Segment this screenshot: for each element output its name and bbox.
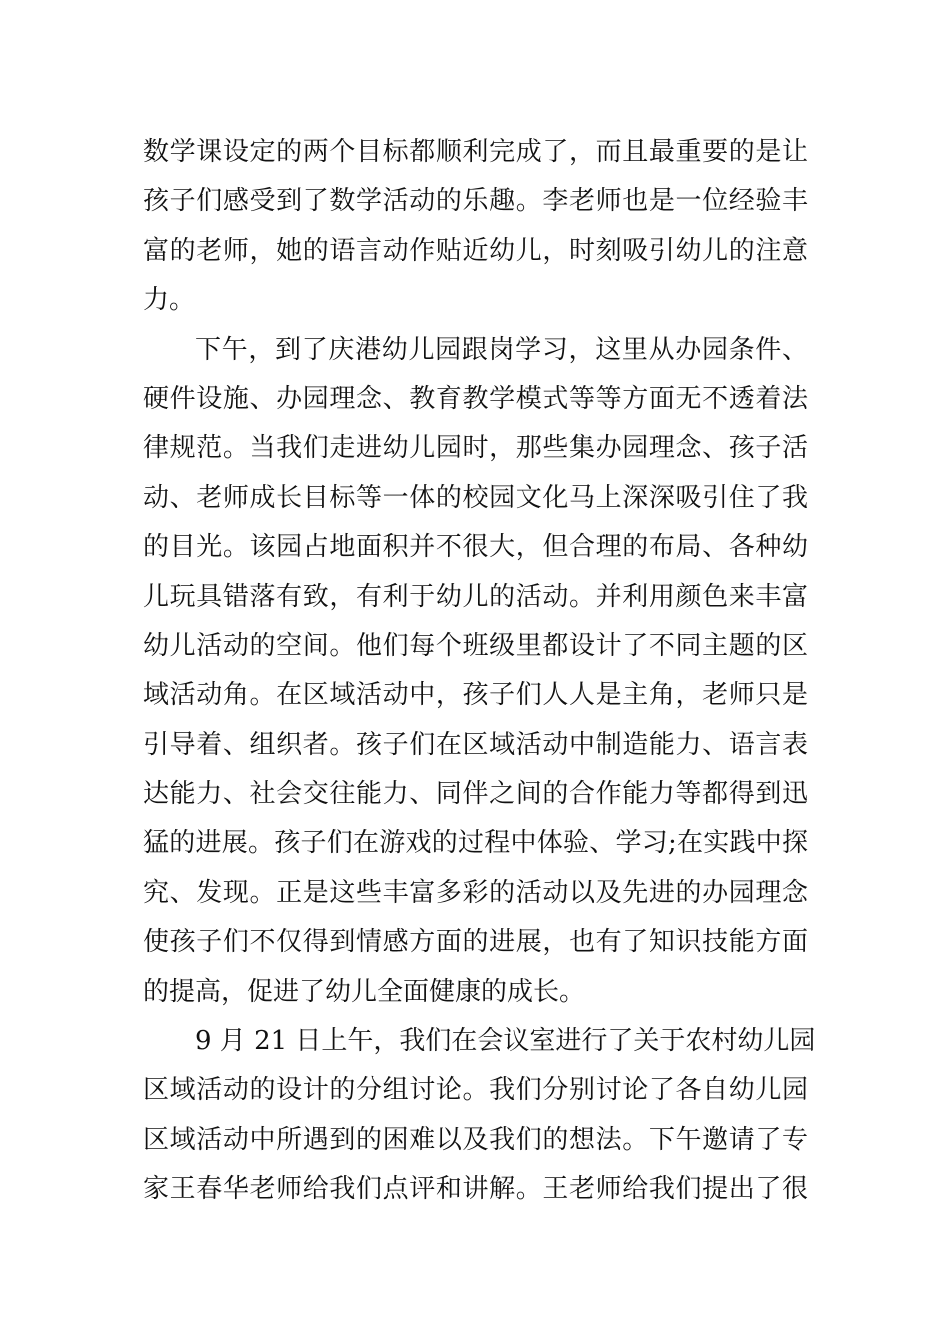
text-line: 使孩子们不仅得到情感方面的进展，也有了知识技能方面: [143, 927, 808, 958]
paragraph: [143, 128, 808, 326]
text-line: 幼儿活动的空间。他们每个班级里都设计了不同主题的区: [143, 630, 808, 661]
text-line: 动、老师成长目标等一体的校园文化马上深深吸引住了我: [143, 482, 808, 513]
text-line: 下午，到了庆港幼儿园跟岗学习，这里从办园条件、: [195, 334, 808, 365]
text-line: 9 月 21 日上午，我们在会议室进行了关于农村幼儿园: [195, 1026, 816, 1057]
text-line: 引导着、组织者。孩子们在区域活动中制造能力、语言表: [143, 729, 808, 760]
text-line: 究、发现。正是这些丰富多彩的活动以及先进的办园理念: [143, 877, 808, 908]
text-line: 儿玩具错落有致，有利于幼儿的活动。并利用颜色来丰富: [143, 581, 808, 612]
text-line: 富的老师，她的语言动作贴近幼儿，时刻吸引幼儿的注意: [143, 235, 808, 266]
text-line: 区域活动的设计的分组讨论。我们分别讨论了各自幼儿园: [143, 1075, 808, 1106]
text-line: 域活动角。在区域活动中，孩子们人人是主角，老师只是: [143, 680, 808, 711]
text-line: 硬件设施、办园理念、教育教学模式等等方面无不透着法: [143, 383, 808, 414]
text-line: 区域活动中所遇到的困难以及我们的想法。下午邀请了专: [143, 1124, 808, 1155]
paragraph: [143, 326, 808, 1017]
text-line: 的目光。该园占地面积并不很大，但合理的布局、各种幼: [143, 532, 808, 563]
text-line: 数学课设定的两个目标都顺利完成了，而且最重要的是让: [143, 137, 808, 167]
text-line: 家王春华老师给我们点评和讲解。王老师给我们提出了很: [143, 1174, 808, 1205]
text-line: 猛的进展。孩子们在游戏的过程中体验、学习;在实践中探: [143, 828, 808, 859]
text-line: 力。: [143, 285, 196, 316]
text-line: 律规范。当我们走进幼儿园时，那些集办园理念、孩子活: [143, 433, 808, 464]
text-line: 的提高，促进了幼儿全面健康的成长。: [143, 976, 586, 1007]
text-line: 达能力、社会交往能力、同伴之间的合作能力等都得到迅: [143, 779, 808, 810]
body-text: [143, 128, 816, 1215]
text-line: 孩子们感受到了数学活动的乐趣。李老师也是一位经验丰: [143, 186, 808, 217]
paragraph: [143, 1017, 816, 1215]
